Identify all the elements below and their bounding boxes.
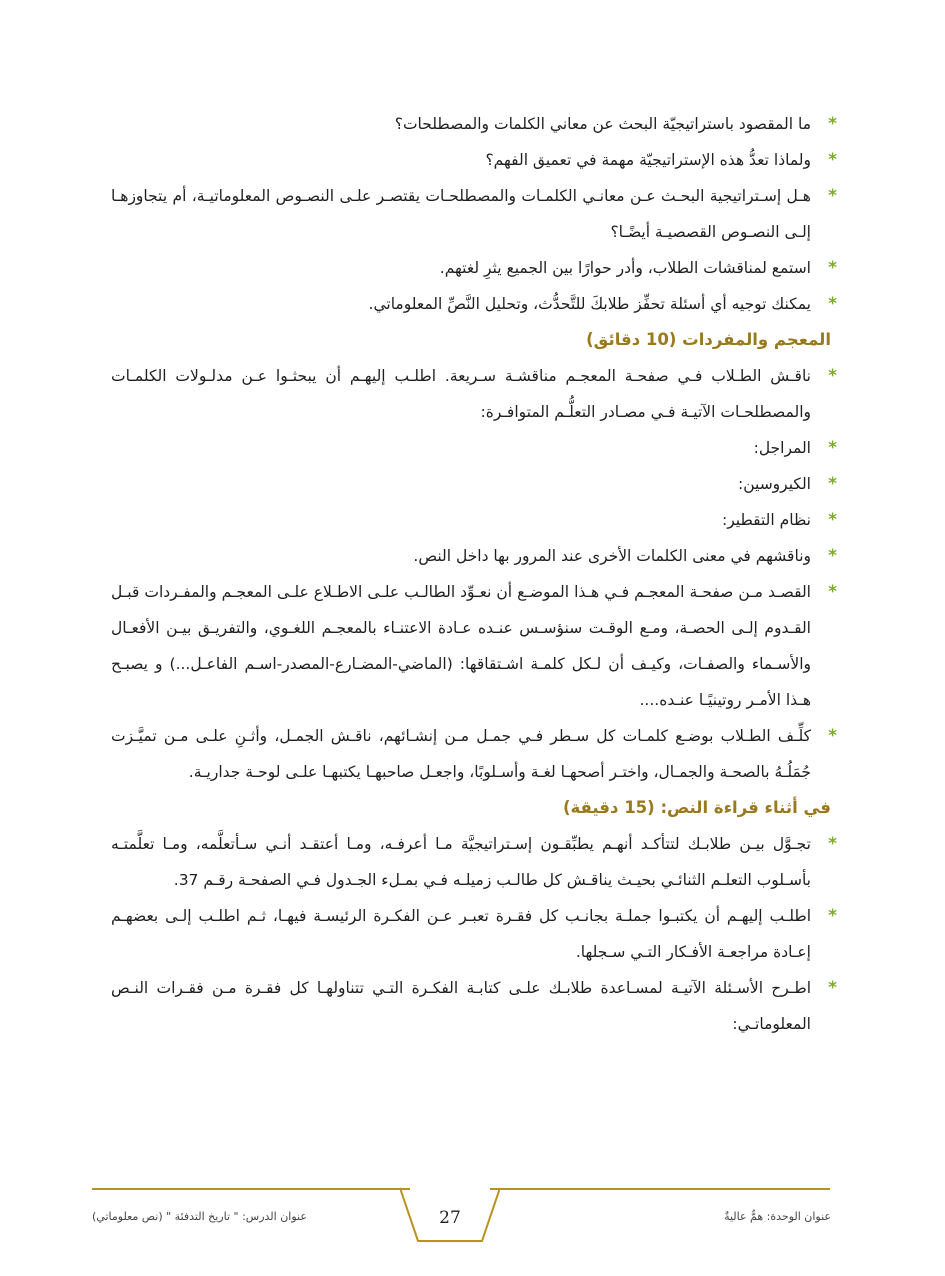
bullet-icon: * — [828, 906, 837, 926]
bullet-icon: * — [828, 114, 837, 134]
list-item-text: كلِّـف الطـلاب بوضـع كلمـات كل سـطر فـي جمـل مـن إنشـائهم، ناقـش الجمـل، وأثـنِ علـى مـن تميَّـزت جُمَلُـهُ بالصحـة والجمـال، واختـر أصحهـا لغـة وأسـلوبًا، واجعـل صاحبهـا يكتبهـا علـى لوحـة جداريـة. — [111, 727, 811, 781]
bullet-icon: * — [828, 834, 837, 854]
bullet-icon: * — [828, 150, 837, 170]
vocabulary-list — [111, 358, 837, 790]
list-item-text: وناقشهم في معنى الكلمات الأخرى عند المرور بها داخل النص. — [413, 547, 811, 565]
reading-list — [111, 826, 837, 1042]
bullet-icon: * — [828, 978, 837, 998]
list-item — [111, 538, 837, 574]
intro-questions-list — [111, 106, 837, 322]
list-item-text: استمع لمناقشات الطلاب، وأدر حوارًا بين الجميع يثرِ لغتهم. — [439, 259, 811, 277]
bullet-icon: * — [828, 438, 837, 458]
content — [111, 106, 837, 1042]
list-item-text: المراجل: — [753, 439, 811, 457]
list-item-text: الكيروسين: — [738, 475, 811, 493]
list-item-text: يمكنك توجيه أي أسئلة تحفِّز طلابكَ للتَّحدُّث، وتحليل النَّصِّ المعلوماتي. — [368, 295, 811, 313]
list-item — [111, 250, 837, 286]
list-item — [111, 358, 837, 430]
list-item — [111, 970, 837, 1042]
list-item-text: ولماذا تعدُّ هذه الإستراتيجيّة مهمة في تعميق الفهم؟ — [485, 151, 811, 169]
list-item-text: تجـوَّل بيـن طلابـك لتتأكـد أنهـم يطبِّقـون إسـتراتيجيَّة مـا أعرفـه، ومـا أعتقـد أنـي سـأتعلَّمه، ومـا تعلَّمتـه بأسـلوب التعلـم الثنائـي بحيـث يناقـش كل طالـب زميلـه فـي بمـلء الجـدول فـي الصفحـة رقـم 37. — [111, 835, 811, 889]
lesson-title: عنوان الدرس: " تاريخ التدفئة " (نص معلوماتي) — [92, 1210, 307, 1223]
list-item — [111, 574, 837, 718]
bullet-icon: * — [828, 294, 837, 314]
list-item — [111, 826, 837, 898]
list-item-text: اطـرح الأسـئلة الآتيـة لمسـاعدة طلابـك علـى كتابـة الفكـرة التـي تتناولهـا كل فقـرة مـن فقـرات النـص المعلوماتـي: — [111, 979, 811, 1033]
list-item — [111, 430, 837, 466]
list-item-text: نظام التقطير: — [722, 511, 811, 529]
list-item — [111, 106, 837, 142]
bullet-icon: * — [828, 366, 837, 386]
footer-rule-left — [92, 1188, 410, 1190]
bullet-icon: * — [828, 186, 837, 206]
list-item — [111, 142, 837, 178]
bullet-icon: * — [828, 546, 837, 566]
footer-rule-right — [490, 1188, 830, 1190]
list-item — [111, 502, 837, 538]
list-item — [111, 466, 837, 502]
list-item-text: القصـد مـن صفحـة المعجـم فـي هـذا الموضـع أن نعـوِّد الطالـب علـى الاطـلاع علـى المعجـم والمفـردات قبـل القـدوم إلـى الحصـة، ومـع الوقـت سنؤسـس عنـده عـادة الاعتنـاء بالمعجـم اللغـوي، والتفريـق بيـن الأفعـال والأسـماء والصفـات، وكيـف أن لـكل كلمـة اشـتقاقها: (الماضي-المضـارع-المصدر-اسـم الفاعـل...) و يصبـح هـذا الأمـر روتينيًـا عنـده.... — [111, 583, 811, 709]
list-item-text: ما المقصود باستراتيجيّة البحث عن معاني الكلمات والمصطلحات؟ — [394, 115, 811, 133]
list-item-text: اطلـب إليهـم أن يكتبـوا جملـة بجانـب كل فقـرة تعبـر عـن الفكـرة الرئيسـة فيهـا، ثـم اطلـب إلـى بعضهـم إعـادة مراجعـة الأفـكار التـي سـجلها. — [111, 907, 811, 961]
list-item — [111, 718, 837, 790]
list-item-text: هـل إسـتراتيجية البحـث عـن معانـي الكلمـات والمصطلحـات يقتصـر علـى النصـوص المعلوماتيـة، أم يتجاوزهـا إلـى النصـوص القصصيـة أيضًـا؟ — [111, 187, 811, 241]
bullet-icon: * — [828, 726, 837, 746]
list-item — [111, 178, 837, 250]
bullet-icon: * — [828, 510, 837, 530]
section-heading-vocabulary: المعجم والمفردات (10 دقائق) — [586, 330, 831, 349]
section-heading-reading: في أثناء قراءة النص: (15 دقيقة) — [563, 798, 831, 817]
page-number: 27 — [439, 1208, 461, 1228]
unit-title: عنوان الوحدة: همٌّ عاليةٌ — [724, 1210, 831, 1223]
list-item — [111, 286, 837, 322]
bullet-icon: * — [828, 474, 837, 494]
list-item-text: ناقـش الطـلاب فـي صفحـة المعجـم مناقشـة سـريعة. اطلـب إليهـم أن يبحثـوا عـن مدلـولات الكلمـات والمصطلحـات الآتيـة فـي مصـادر التعلُّـم المتوافـرة: — [111, 367, 811, 421]
bullet-icon: * — [828, 582, 837, 602]
bullet-icon: * — [828, 258, 837, 278]
list-item — [111, 898, 837, 970]
